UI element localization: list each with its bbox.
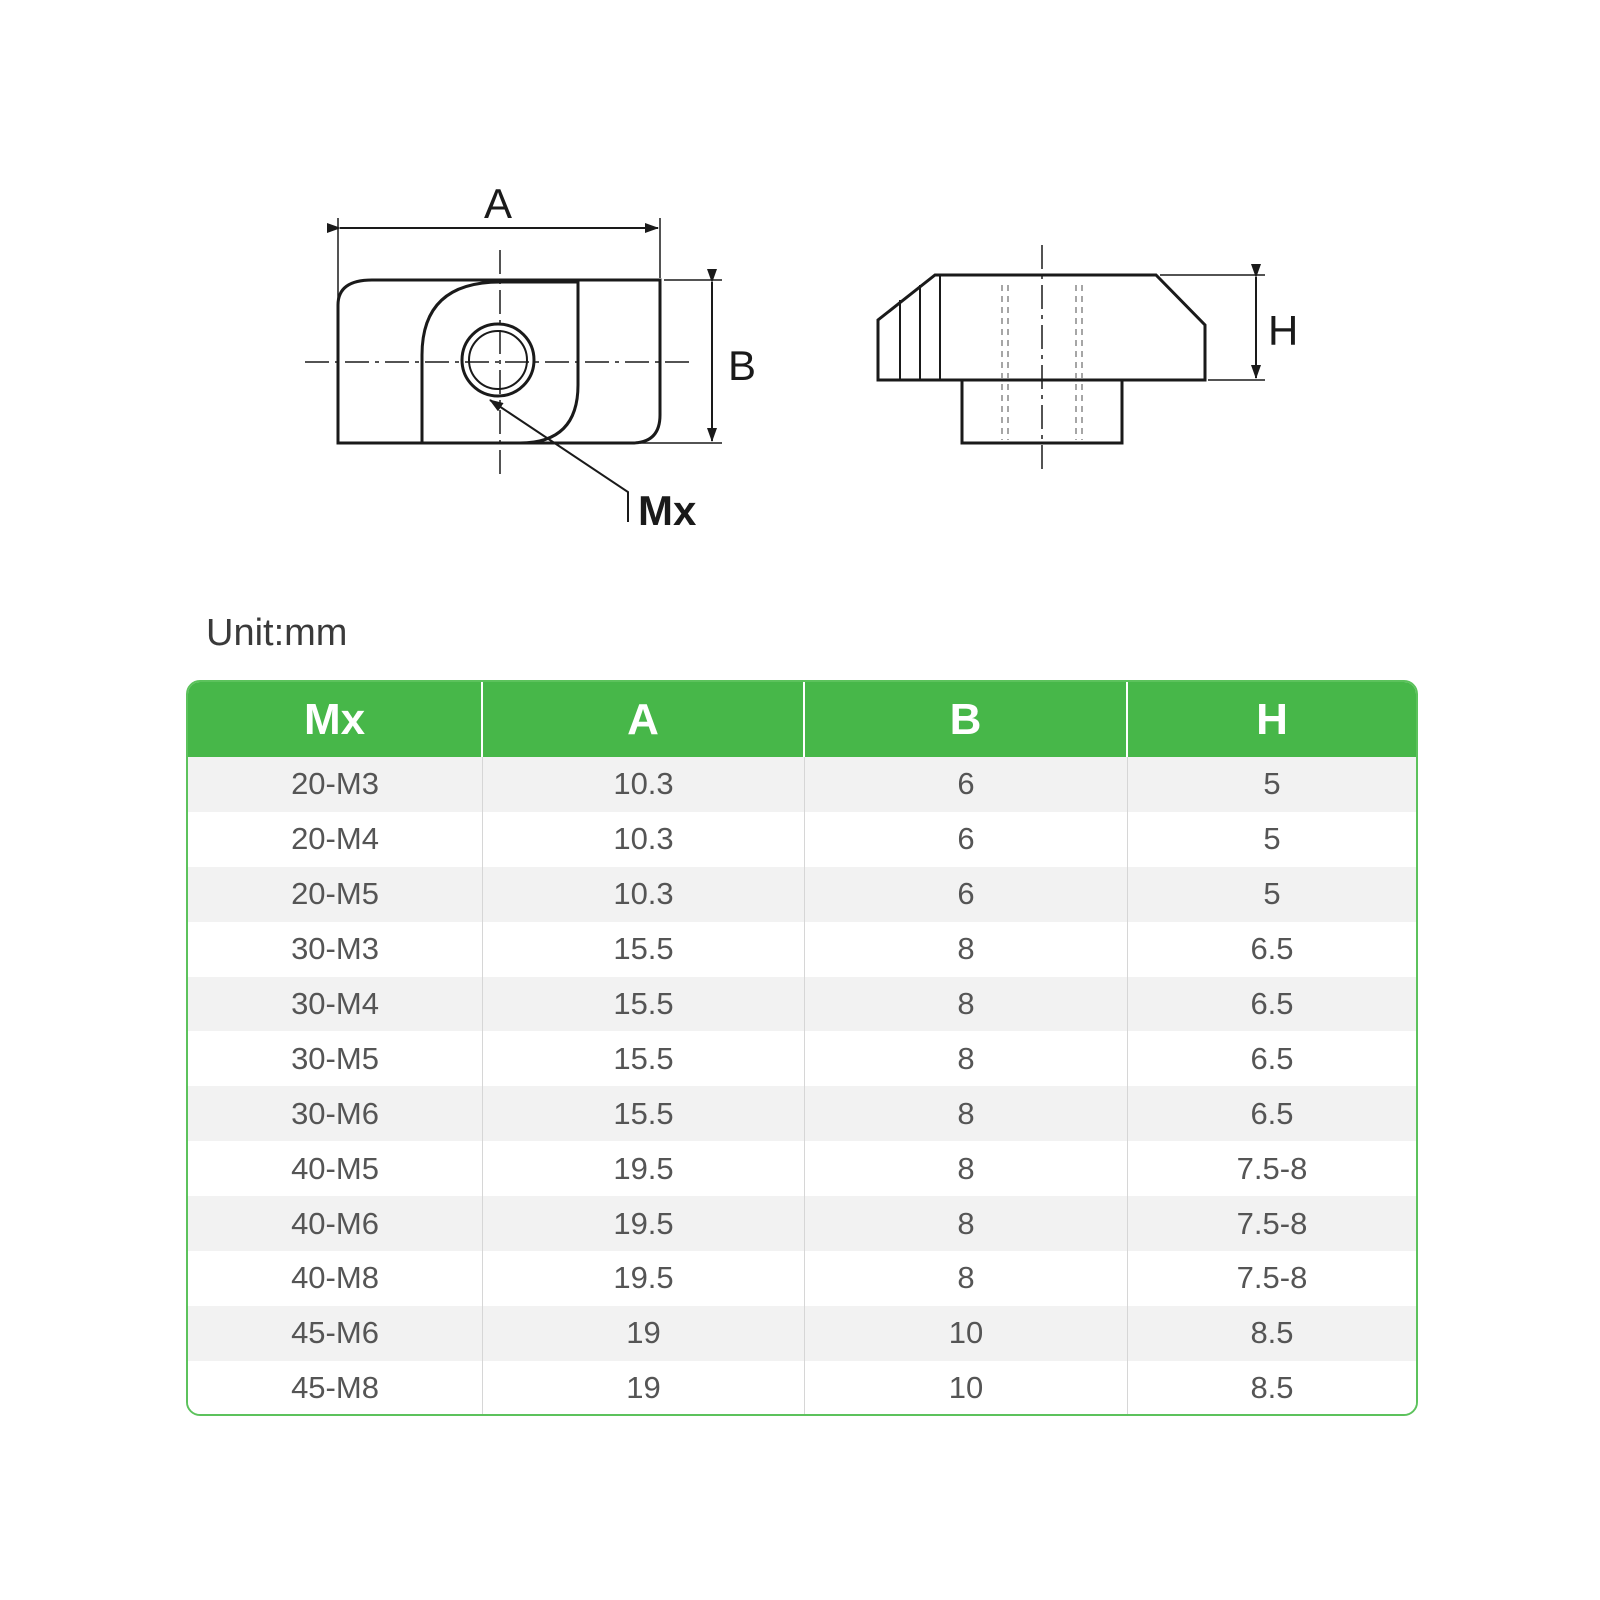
table-row bbox=[188, 1361, 1416, 1416]
cell-mx: 20-M3 bbox=[188, 757, 483, 812]
cell-a: 19.5 bbox=[483, 1251, 805, 1306]
cell-h: 7.5-8 bbox=[1236, 1260, 1308, 1296]
table-row bbox=[188, 867, 1416, 922]
cell-a: 15.5 bbox=[483, 977, 805, 1032]
table-row bbox=[188, 1086, 1416, 1141]
cell-b: 8 bbox=[805, 1086, 1128, 1141]
dimension-b-label: B bbox=[727, 342, 757, 389]
table-row bbox=[188, 1141, 1416, 1196]
cell-b: 8 bbox=[805, 1251, 1128, 1306]
cell-a: 19.5 bbox=[483, 1196, 805, 1251]
cell-h: 7.5-8 bbox=[1236, 1205, 1308, 1241]
cell-h: 5 bbox=[1263, 821, 1281, 857]
cell-mx: 40-M6 bbox=[188, 1196, 483, 1251]
cell-a: 15.5 bbox=[483, 1031, 805, 1086]
cell-a: 19 bbox=[483, 1306, 805, 1361]
table-row bbox=[188, 1306, 1416, 1361]
cell-a: 15.5 bbox=[483, 922, 805, 977]
dimension-h-label: H bbox=[1268, 307, 1299, 354]
table-header-row bbox=[188, 682, 1416, 757]
cell-a: 10.3 bbox=[483, 867, 805, 922]
table-row bbox=[188, 757, 1416, 812]
spec-table bbox=[186, 680, 1418, 1416]
header-mx: Mx bbox=[188, 682, 483, 757]
table-row bbox=[188, 977, 1416, 1032]
cell-mx: 20-M5 bbox=[188, 867, 483, 922]
thread-mx-label: Mx bbox=[638, 487, 697, 534]
cell-a: 10.3 bbox=[483, 757, 805, 812]
table-body bbox=[188, 757, 1416, 1416]
cell-b: 6 bbox=[805, 757, 1128, 812]
cell-h: 6.5 bbox=[1250, 1095, 1294, 1131]
thread-hole-inner bbox=[469, 331, 527, 389]
header-b: B bbox=[805, 682, 1128, 757]
table-row bbox=[188, 1251, 1416, 1306]
cell-h: 7.5-8 bbox=[1236, 1150, 1308, 1186]
cell-h: 6.5 bbox=[1250, 931, 1294, 967]
cell-b: 6 bbox=[805, 867, 1128, 922]
cell-mx: 20-M4 bbox=[188, 812, 483, 867]
cell-h: 8.5 bbox=[1250, 1370, 1294, 1406]
cell-mx: 45-M8 bbox=[188, 1361, 483, 1416]
top-view bbox=[305, 218, 722, 522]
cell-h: 6.5 bbox=[1250, 1040, 1294, 1076]
cell-a: 19.5 bbox=[483, 1141, 805, 1196]
side-view bbox=[878, 245, 1265, 475]
unit-label: Unit:mm bbox=[206, 612, 348, 654]
cell-b: 8 bbox=[805, 1141, 1128, 1196]
cell-a: 15.5 bbox=[483, 1086, 805, 1141]
cell-h: 5 bbox=[1263, 766, 1281, 802]
table-row bbox=[188, 812, 1416, 867]
cell-mx: 45-M6 bbox=[188, 1306, 483, 1361]
cell-b: 8 bbox=[805, 1196, 1128, 1251]
cell-mx: 30-M6 bbox=[188, 1086, 483, 1141]
thread-hole bbox=[462, 324, 534, 396]
cell-b: 10 bbox=[805, 1361, 1128, 1416]
cell-a: 19 bbox=[483, 1361, 805, 1416]
header-a: A bbox=[483, 682, 805, 757]
dimension-a-label: A bbox=[483, 180, 513, 227]
t-nut-drawing bbox=[0, 0, 1600, 560]
cell-b: 8 bbox=[805, 1031, 1128, 1086]
table-row bbox=[188, 922, 1416, 977]
header-h: H bbox=[1256, 694, 1288, 744]
cell-b: 8 bbox=[805, 977, 1128, 1032]
cell-h: 6.5 bbox=[1250, 986, 1294, 1021]
cell-mx: 30-M5 bbox=[188, 1031, 483, 1086]
table-row bbox=[188, 1031, 1416, 1086]
cell-a: 10.3 bbox=[483, 812, 805, 867]
cell-mx: 30-M4 bbox=[188, 977, 483, 1032]
cell-mx: 40-M5 bbox=[188, 1141, 483, 1196]
cell-mx: 40-M8 bbox=[188, 1251, 483, 1306]
cell-mx: 30-M3 bbox=[188, 922, 483, 977]
cell-h: 8.5 bbox=[1250, 1315, 1294, 1351]
table-row bbox=[188, 1196, 1416, 1251]
cell-b: 10 bbox=[805, 1306, 1128, 1361]
cell-b: 6 bbox=[805, 812, 1128, 867]
cell-h: 5 bbox=[1263, 876, 1281, 912]
cell-b: 8 bbox=[805, 922, 1128, 977]
